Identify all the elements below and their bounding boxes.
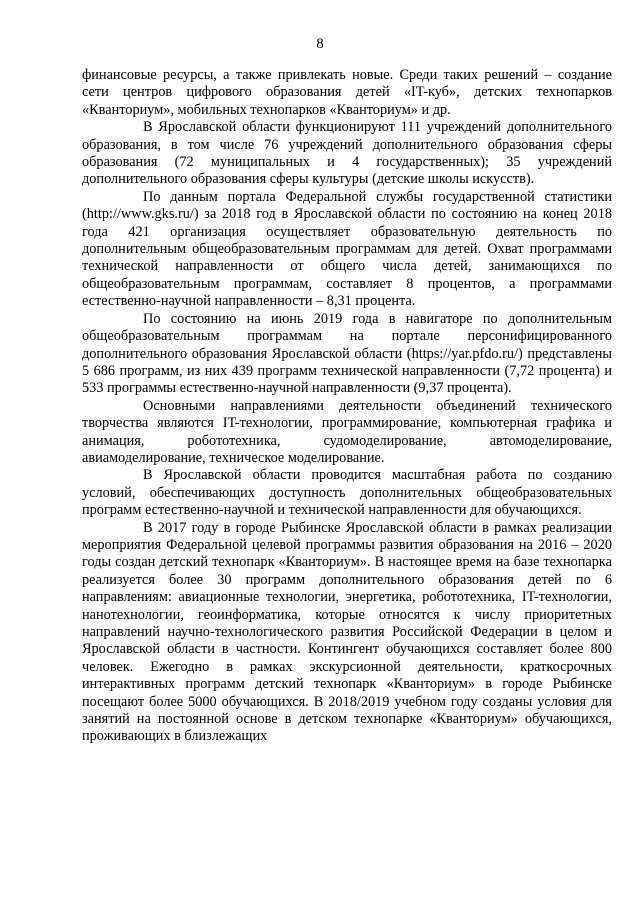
paragraph-3: По данным портала Федеральной службы государственной статистики (http://www.gks.ru/) за 2018 год в Ярославской области по состоянию на конец 2018 года 421 организация осуществляет образовательную деятельность по дополнительным общеобразовательным программам для детей. Охват программами технической направленности от общего числа детей, занимающихся по общеобразовательным программам, составляет 8 процентов, а программами естественно-научной направленности – 8,31 процента.	[82, 188, 612, 310]
paragraph-7: В 2017 году в городе Рыбинске Ярославской области в рамках реализации мероприятия Федеральной целевой программы развития образования на 2016 – 2020 годы создан детский технопарк «Кванториум». В настоящее время на базе технопарка реализуется более 30 программ дополнительного образования детей по 6 направлениям: авиационные технологии, энергетика, робототехника, IT-технологии, нанотехнологии, геоинформатика, которые относятся к числу приоритетных направлений научно-технологического развития Российской Федерации в целом и Ярославской области в частности. Контингент обучающихся составляет более 800 человек. Ежегодно в рамках экскурсионной деятельности, краткосрочных интерактивных программ детский технопарк «Кванториум» в городе Рыбинске посещают более 5000 обучающихся. В 2018/2019 учебном году созданы условия для занятий на постоянной основе в детском технопарке «Кванториум» обучающихся, проживающих в близлежащих	[82, 519, 612, 745]
body-text	[82, 67, 612, 746]
paragraph-2: В Ярославской области функционируют 111 учреждений дополнительного образования, в том числе 76 учреждений дополнительного образования сферы образования (72 муниципальных и 4 государственных); 35 учреждений дополнительного образования сферы культуры (детские школы искусств).	[82, 119, 612, 188]
paragraph-5: Основными направлениями деятельности объединений технического творчества являются IT-технологии, программирование, компьютерная графика и анимация, робототехника, судомоделирование, автомоделирование, авиамоделирование, техническое моделирование.	[82, 397, 612, 466]
paragraph-1: финансовые ресурсы, а также привлекать новые. Среди таких решений – создание сети центров цифрового образования детей «IT-куб», детских технопарков «Кванториум», мобильных технопарков «Кванториум» и др.	[82, 67, 612, 118]
paragraph-6: В Ярославской области проводится масштабная работа по созданию условий, обеспечивающих доступность дополнительных общеобразовательных программ естественно-научной и технической направленности для обучающихся.	[82, 467, 612, 519]
paragraph-4: По состоянию на июнь 2019 года в навигаторе по дополнительным общеобразовательным программам на портале персонифицированного дополнительного образования Ярославской области (https://yar.pfdo.ru/) представлены 5 686 программ, из них 439 программ технической направленности (7,72 процента) и 533 программы естественно-научной направленности (9,37 процента).	[82, 310, 612, 397]
page-number: 8	[316, 36, 324, 52]
